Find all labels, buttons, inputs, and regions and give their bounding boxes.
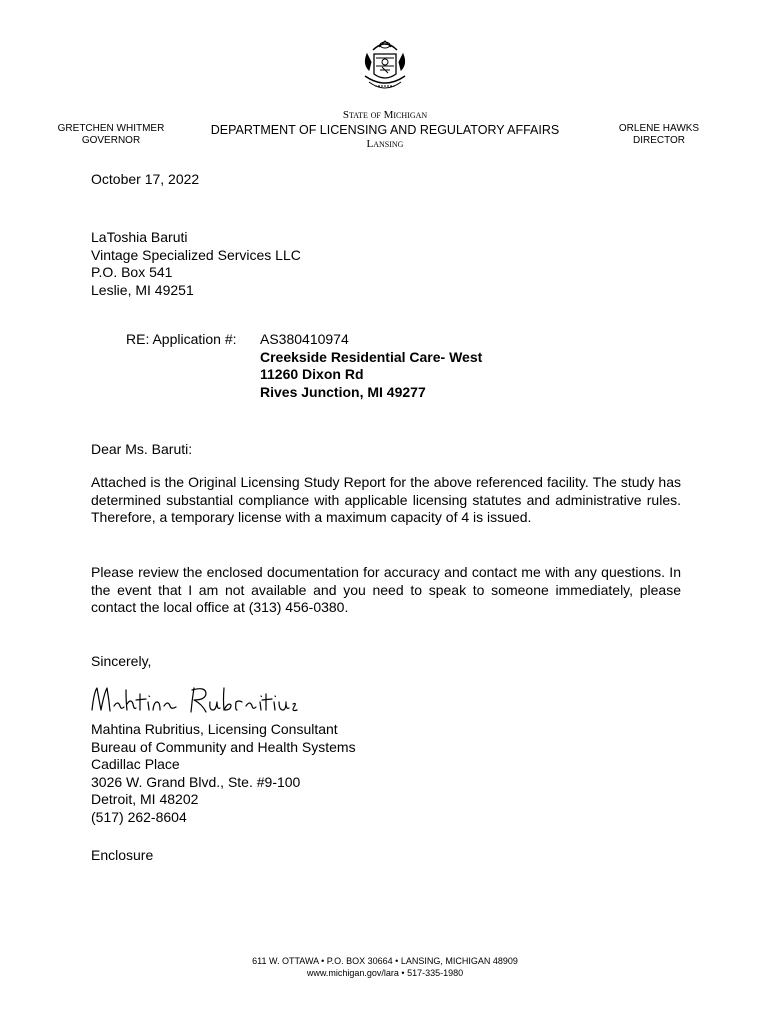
governor-title: GOVERNOR [81, 135, 141, 146]
director-block [600, 123, 718, 147]
director-title: DIRECTOR [632, 135, 686, 146]
facility-line: Creekside Residential Care- West [260, 348, 483, 365]
recipient-line: Leslie, MI 49251 [91, 281, 194, 298]
signer-line: Detroit, MI 48202 [91, 791, 199, 808]
re-label: RE: Application #: [126, 331, 237, 347]
paragraph-1: Attached is the Original Licensing Study Report for the above referenced facility. The study has determined substantial compliance with applicable licensing statutes and administrative rules. Therefore, a temporary license with a maximum capacity of 4 is issued. [91, 474, 681, 526]
city-name: Lansing [366, 138, 404, 150]
paragraph-2: Please review the enclosed documentation for accuracy and contact me with any questions. In the event that I am not available and you need to speak to someone immediately, please contact the local office at (313) 456-0380. [91, 564, 681, 616]
department-name: DEPARTMENT OF LICENSING AND REGULATORY AFFAIRS [210, 123, 560, 137]
governor-block [40, 123, 182, 147]
reference-values [260, 331, 482, 401]
closing: Sincerely, [91, 653, 152, 669]
signer-line: 3026 W. Grand Blvd., Ste. #9-100 [91, 773, 301, 790]
recipient-line: LaToshia Baruti [91, 229, 188, 245]
recipient-line: P.O. Box 541 [91, 264, 173, 281]
recipient-line: Vintage Specialized Services LLC [91, 246, 301, 263]
salutation: Dear Ms. Baruti: [91, 441, 193, 457]
state-name: State of Michigan [342, 109, 428, 121]
governor-name: GRETCHEN WHITMER [57, 123, 165, 134]
signer-line: Cadillac Place [91, 756, 180, 773]
footer-contact: www.michigan.gov/lara • 517-335-1980 [306, 968, 464, 978]
facility-line: Rives Junction, MI 49277 [260, 383, 426, 400]
facility-line: 11260 Dixon Rd [260, 366, 364, 383]
signer-line: Bureau of Community and Health Systems [91, 738, 356, 755]
enclosure-note: Enclosure [91, 847, 154, 863]
signature-block [91, 721, 681, 827]
handwritten-signature [88, 680, 300, 722]
recipient-address [91, 229, 681, 299]
application-number: AS380410974 [260, 331, 349, 347]
director-name: ORLENE HAWKS [618, 123, 700, 134]
letterhead [190, 109, 580, 151]
footer-address: 611 W. OTTAWA • P.O. BOX 30664 • LANSING, MICHIGAN 48909 [252, 956, 518, 966]
letter-date: October 17, 2022 [91, 171, 200, 187]
signer-line: Mahtina Rubritius, Licensing Consultant [91, 721, 338, 737]
michigan-state-seal-icon [359, 36, 411, 98]
signer-line: (517) 262-8604 [91, 808, 187, 825]
page-footer [0, 955, 770, 979]
